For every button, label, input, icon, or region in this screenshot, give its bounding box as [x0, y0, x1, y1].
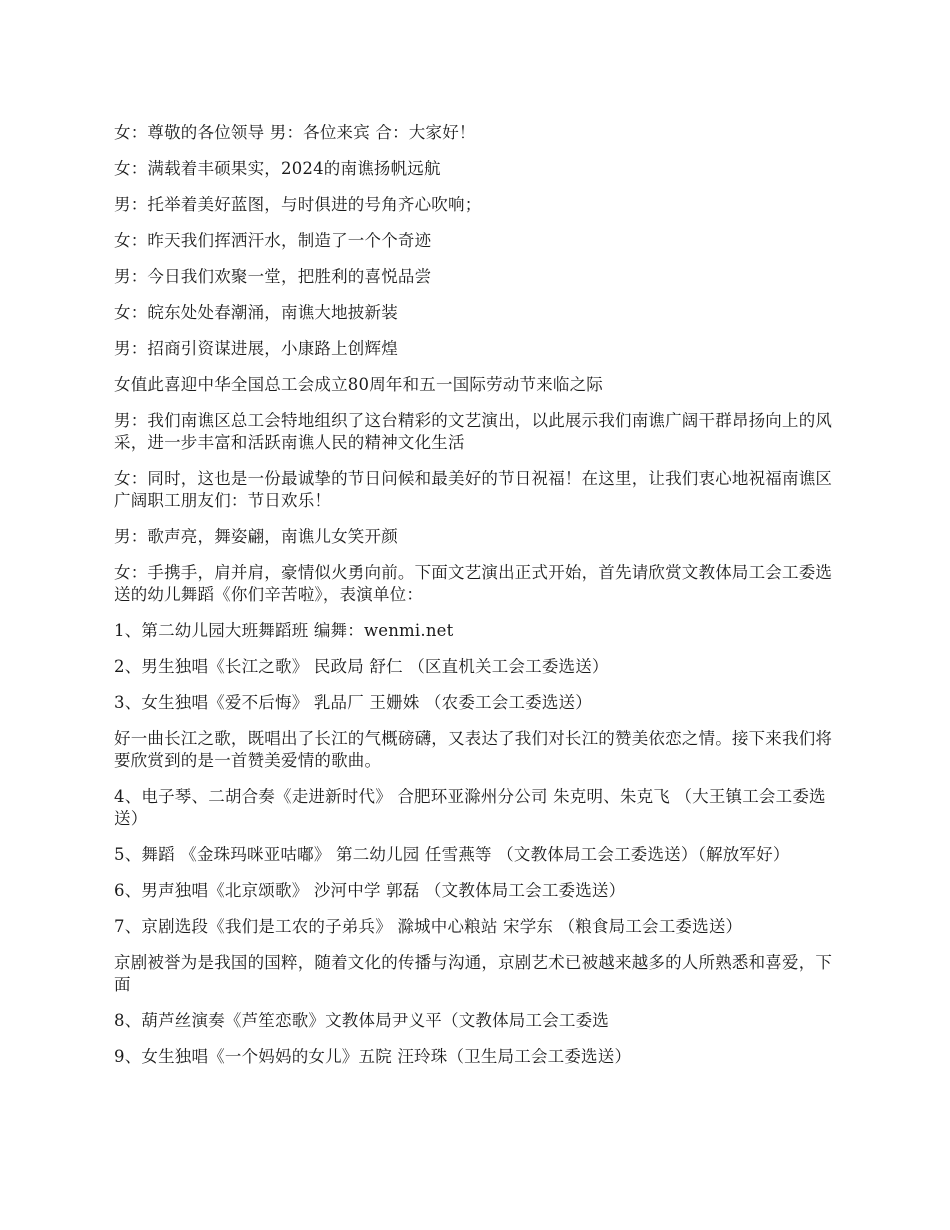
script-line: 女值此喜迎中华全国总工会成立80周年和五一国际劳动节来临之际	[114, 375, 603, 394]
script-line: 女：满载着丰硕果实，2024的南谯扬帆远航	[114, 159, 441, 178]
opening-greeting-line: 女：尊敬的各位领导 男：各位来宾 合：大家好！	[114, 123, 476, 142]
script-line: 男：招商引资谋进展，小康路上创辉煌	[114, 339, 398, 358]
program-item: 2、男生独唱《长江之歌》 民政局 舒仁 （区直机关工会工委选送）	[114, 657, 609, 676]
script-paragraph: 女：同时，这也是一份最诚挚的节日问候和最美好的节日祝福！在这里，让我们衷心地祝福南谯区广阔职工朋友们：节日欢乐！	[114, 469, 833, 510]
script-line: 男：歌声亮，舞姿翩，南谯儿女笑开颜	[114, 527, 398, 546]
program-item: 5、舞蹈 《金珠玛咪亚咕嘟》 第二幼儿园 任雪燕等 （文教体局工会工委选送）（解放军好）	[114, 845, 790, 864]
script-line: 女：皖东处处春潮涌，南谯大地披新装	[114, 303, 398, 322]
program-item: 4、电子琴、二胡合奏《走进新时代》 合肥环亚滁州分公司 朱克明、朱克飞 （大王镇工会工委选送）	[114, 787, 826, 828]
script-paragraph: 京剧被誉为是我国的国粹，随着文化的传播与沟通，京剧艺术已被越来越多的人所熟悉和喜爱，下面	[114, 953, 833, 994]
program-item: 9、女生独唱《一个妈妈的女儿》五院 汪玲珠（卫生局工会工委选送）	[114, 1047, 632, 1066]
program-item: 6、男声独唱《北京颂歌》 沙河中学 郭磊 （文教体局工会工委选送）	[114, 881, 626, 900]
script-paragraph: 好一曲长江之歌，既唱出了长江的气概磅礴，又表达了我们对长江的赞美依恋之情。接下来我们将要欣赏到的是一首赞美爱情的歌曲。	[114, 729, 833, 770]
program-item: 3、女生独唱《爱不后悔》 乳品厂 王姗姝 （农委工会工委选送）	[114, 693, 592, 712]
script-paragraph: 女：手携手，肩并肩，豪情似火勇向前。下面文艺演出正式开始，首先请欣赏文教体局工会工委选送的幼儿舞蹈《你们辛苦啦》，表演单位：	[114, 563, 833, 604]
document-body	[114, 122, 840, 1082]
program-item: 7、京剧选段《我们是工农的子弟兵》 滁城中心粮站 宋学东 （粮食局工会工委选送）	[114, 917, 743, 936]
script-paragraph: 男：我们南谯区总工会特地组织了这台精彩的文艺演出，以此展示我们南谯广阔干群昂扬向上的风采，进一步丰富和活跃南谯人民的精神文化生活	[114, 411, 833, 452]
script-line: 男：托举着美好蓝图，与时俱进的号角齐心吹响；	[114, 195, 482, 214]
script-line: 女：昨天我们挥洒汗水，制造了一个个奇迹	[114, 231, 432, 250]
program-item: 1、第二幼儿园大班舞蹈班 编舞：wenmi.net	[114, 621, 454, 640]
script-line: 男：今日我们欢聚一堂，把胜利的喜悦品尝	[114, 267, 432, 286]
program-item: 8、葫芦丝演奏《芦笙恋歌》文教体局尹义平（文教体局工会工委选	[114, 1011, 609, 1030]
